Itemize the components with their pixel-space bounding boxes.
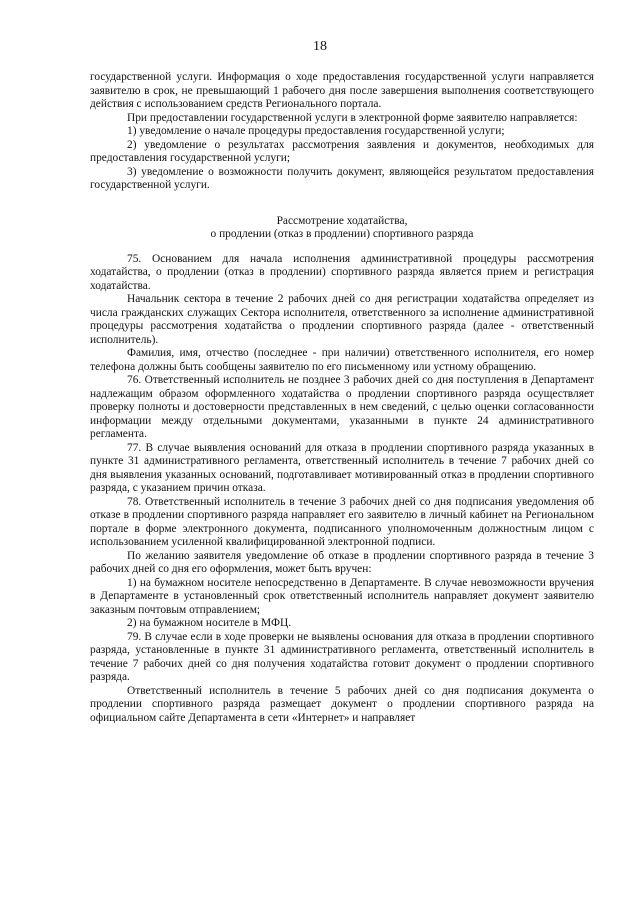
paragraph-p4: 3) уведомление о возможности получить документ, являющейся результатом предоставления государственной услуги. <box>90 165 594 191</box>
paragraph-p6: Начальник сектора в течение 2 рабочих дней со дня регистрации ходатайства определяет из числа гражданских служащих Сектора исполнителя, ответственного за исполнение административной процедуры рассмотрения ходатайства о продлении спортивного разряда (далее - ответственный исполнитель). <box>90 293 594 346</box>
section-heading <box>90 215 594 242</box>
paragraph-p3: 2) уведомление о результатах рассмотрения заявления и документов, необходимых для предоставления государственной услуги; <box>90 138 594 164</box>
section-after-heading <box>90 253 594 726</box>
paragraph-p0: государственной услуги. Информация о ходе предоставления государственной услуги направляется заявителю в срок, не превышающий 1 рабочего дня после завершения выполнения соответствующего действия с использованием средств Регионального портала. <box>90 71 594 110</box>
document-body <box>90 71 594 725</box>
paragraph-p1: При предоставлении государственной услуги в электронной форме заявителю направляется: <box>127 111 578 124</box>
paragraph-p9: 77. В случае выявления оснований для отказа в продлении спортивного разряда указанных в пункте 31 административного регламента, ответственный исполнитель в течение 7 рабочих дней со дня выявления указанных оснований, подготавливает мотивированный отказ в продлении спортивного разряда, с указанием причин отказа. <box>90 441 594 494</box>
page-number: 18 <box>313 39 327 54</box>
section-heading-line-1: Рассмотрение ходатайства, <box>276 214 408 227</box>
paragraph-p10: 78. Ответственный исполнитель в течение 3 рабочих дней со дня подписания уведомления об отказе в продлении спортивного разряда направляет его заявителю в личный кабинет на Региональном портале в форме электронного документа, подписанного уполномоченным должностным лицом с использованием усиленной квалифицированной электронной подписи. <box>90 495 594 548</box>
paragraph-p8: 76. Ответственный исполнитель не позднее 3 рабочих дней со дня поступления в Департамент надлежащим образом оформленного ходатайства о продлении спортивного разряда осуществляет проверку полноты и достоверности представленных в нем сведений, с целью оценки согласованности информации между отдельными документами, указанными в пункте 24 административного регламента. <box>90 374 594 440</box>
paragraph-p2: 1) уведомление о начале процедуры предоставления государственной услуги; <box>127 125 505 137</box>
paragraph-p5: 75. Основанием для начала исполнения административной процедуры рассмотрения ходатайства, о продлении (отказ в продлении) спортивного разряда является прием и регистрация ходатайства. <box>90 252 594 292</box>
paragraph-p12: 1) на бумажном носителе непосредственно в Департаменте. В случае невозможности вручения в Департаменте в установленный срок ответственный исполнитель направляет документ заявителю заказным почтовым отправлением; <box>90 576 594 616</box>
paragraph-p13: 2) на бумажном носителе в МФЦ. <box>127 617 292 629</box>
paragraph-p7: Фамилия, имя, отчество (последнее - при наличии) ответственного исполнителя, его номер телефона должны быть сообщены заявителю по его письменному или устному обращению. <box>90 347 594 373</box>
paragraph-p14: 79. В случае если в ходе проверки не выявлены основания для отказа в продлении спортивного разряда, установленные в пункте 31 административного регламента, ответственный исполнитель в течение 7 рабочих дней со дня получения ходатайства готовит документ о продлении спортивного разряда. <box>90 630 594 683</box>
section-heading-line-2: о продлении (отказ в продлении) спортивного разряда <box>210 228 474 240</box>
section-before-heading <box>90 71 594 193</box>
paragraph-p15: Ответственный исполнитель в течение 5 рабочих дней со дня подписания документа о продлении спортивного разряда размещает документ о продлении спортивного разряда на официальном сайте Департамента в сети «Интернет» и направляет <box>90 684 594 724</box>
paragraph-p11: По желанию заявителя уведомление об отказе в продлении спортивного разряда в течение 3 рабочих дней со дня его оформления, может быть вручен: <box>90 549 594 575</box>
